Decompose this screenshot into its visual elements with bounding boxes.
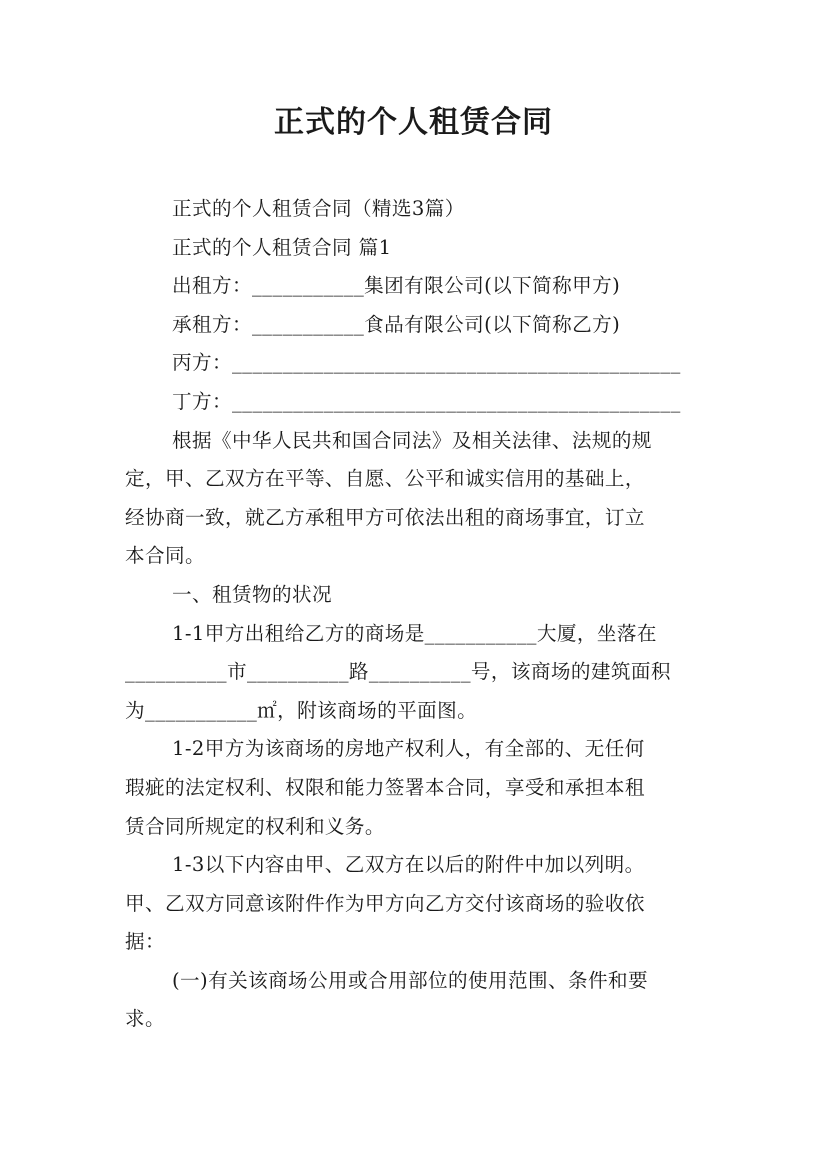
document-title: 正式的个人租赁合同 — [274, 105, 553, 140]
text-line: 赁合同所规定的权利和义务。 — [125, 814, 385, 838]
text-line: 经协商一致，就乙方承租甲方可依法出租的商场事宜，订立 — [125, 505, 645, 529]
document-body — [125, 190, 715, 1039]
text-line: (一)有关该商场公用或合用部位的使用范围、条件和要 — [172, 968, 648, 992]
text-line: 1-1甲方出租给乙方的商场是___________大厦，坐落在 — [172, 621, 657, 645]
section-heading: 一、租赁物的状况 — [172, 582, 332, 606]
text-line: 1-2甲方为该商场的房地产权利人，有全部的、无任何 — [172, 737, 645, 761]
text-line: 甲、乙双方同意该附件作为甲方向乙方交付该商场的验收依 — [125, 891, 645, 915]
text-line: __________市__________路__________号，该商场的建筑面积 — [125, 660, 671, 684]
text-line: 本合同。 — [125, 544, 205, 568]
text-line: 求。 — [125, 1007, 165, 1031]
text-line: 定，甲、乙双方在平等、自愿、公平和诚实信用的基础上， — [125, 467, 645, 491]
text-line: 1-3以下内容由甲、乙双方在以后的附件中加以列明。 — [172, 853, 645, 877]
text-line: 根据《中华人民共和国合同法》及相关法律、法规的规 — [172, 428, 652, 452]
text-line: 丁方：____________________________________________ — [172, 389, 681, 413]
text-line: 正式的个人租赁合同 篇1 — [172, 235, 392, 259]
text-line: 为___________㎡，附该商场的平面图。 — [125, 698, 478, 722]
text-line: 承租方：___________食品有限公司(以下简称乙方) — [172, 312, 621, 336]
text-line: 出租方：___________集团有限公司(以下简称甲方) — [172, 274, 621, 298]
text-line: 正式的个人租赁合同（精选3篇） — [172, 197, 465, 220]
text-line: 瑕疵的法定权利、权限和能力签署本合同，享受和承担本租 — [125, 775, 645, 799]
text-line: 丙方：____________________________________________ — [172, 351, 681, 375]
text-line: 据： — [125, 930, 165, 954]
